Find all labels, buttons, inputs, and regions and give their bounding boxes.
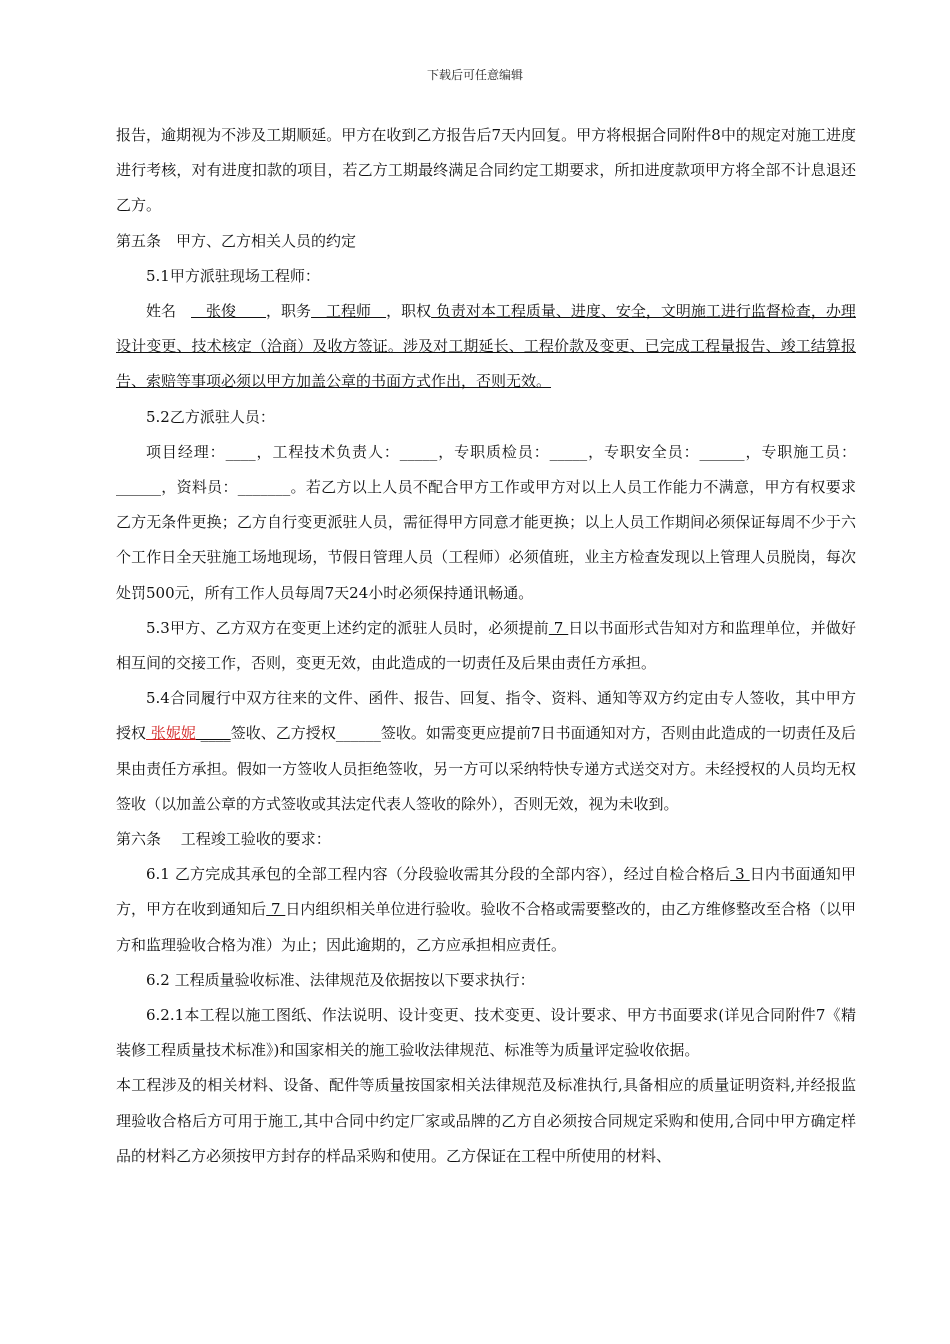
engineer-name-field: 张俊: [191, 302, 267, 321]
authority-label: ，职权: [386, 302, 432, 321]
name-label: 姓名: [146, 302, 192, 321]
acceptance-days-field: 7: [266, 900, 286, 919]
party-a-signer-blank: ____: [195, 724, 231, 743]
section-5-3-text-a: 5.3甲方、乙方双方在变更上述约定的派驻人员时，必须提前: [146, 618, 549, 637]
party-b-signer-blank: ______: [335, 724, 381, 743]
section-5-3-text-b: 日以书面形式告知对方和监理单位，并做好相互间的交接工作，否则，变更无效，由此造成的一切责任及后果由责任方承担。: [116, 618, 856, 673]
article-5-heading: 第五条 甲方、乙方相关人员的约定: [116, 231, 357, 250]
section-6-2-1-continued: 本工程涉及的相关材料、设备、配件等质量按国家相关法律规范及标准执行,具备相应的质量证明资料,并经报监理验收合格后方可用于施工,其中合同中约定厂家或品牌的乙方自必须按合同规定采购和使用,合同中甲方确定样品的材料乙方必须按甲方封存的样品采购和使用。乙方保证在工程中所使用的材料、: [116, 1076, 856, 1165]
engineer-authority-field: 负责对本工程质量、进度、安全，文明施工进行监督检查，办理设计变更、技术核定（洽商）及收方签证。涉及对工期延长、工程价款及变更、已完成工程量报告、竣工结算报告、索赔等事项必须以甲方加盖公章的书面方式作出，否则无效。: [116, 302, 856, 391]
section-6-1-text-c: 日内组织相关单位进行验收。验收不合格或需要整改的，由乙方维修整改至合格（以甲方和监理验收合格为准）为止；因此逾期的，乙方应承担相应责任。: [116, 900, 856, 954]
document-body: [116, 118, 856, 1174]
section-5-2-body: 项目经理：____，工程技术负责人：_____，专职质检员：_____，专职安全员：______，专职施工员：______，资料员：_______。若乙方以上人员不配合甲方工作或甲方对以上人员工作能力不满意，甲方有权要求乙方无条件更换；乙方自行变更派驻人员，需征得甲方同意才能更换；以上人员工作期间必须保证每周不少于六个工作日全天驻施工场地现场，节假日管理人员（工程师）必须值班，业主方检查发现以上管理人员脱岗，每次处罚500元，所有工作人员每周7天24小时必须保持通讯畅通。: [116, 442, 856, 602]
section-5-4-text-b: 签收、乙方授权: [230, 724, 336, 743]
section-6-2-1-body: 6.2.1本工程以施工图纸、作法说明、设计变更、技术变更、设计要求、甲方书面要求(详见合同附件7《精装修工程质量技术标准》)和国家相关的施工验收法律规范、标准等为质量评定验收依据。: [116, 1006, 856, 1060]
notice-days-field: 7: [548, 618, 569, 637]
section-5-1-body: [116, 294, 856, 400]
party-a-signer-field: 张妮妮: [146, 724, 196, 743]
article-6-heading: 第六条 工程竣工验收的要求：: [116, 830, 331, 849]
page-header-note: 下载后可任意编辑: [426, 68, 523, 82]
section-6-1-text-b: 日内书面通知甲方，甲方在收到通知后: [116, 865, 856, 919]
paragraph-continued: 报告，逾期视为不涉及工期顺延。甲方在收到乙方报告后7天内回复。甲方将根据合同附件8中的规定对施工进度进行考核，对有进度扣款的项目，若乙方工期最终满足合同约定工期要求，所扣进度款项甲方将全部不计息退还乙方。: [116, 126, 856, 215]
section-5-4-text-c: 签收。如需变更应提前7日书面通知对方，否则由此造成的一切责任及后果由责任方承担。假如一方签收人员拒绝签收，另一方可以采纳特快专递方式送交对方。未经授权的人员均无权签收（以加盖公章的方式签收或其法定代表人签收的除外），否则无效，视为未收到。: [116, 724, 856, 813]
self-check-days-field: 3: [730, 865, 750, 884]
position-label: ，职务: [266, 302, 312, 321]
section-5-4-body: [116, 681, 856, 822]
section-5-4-text-a: 5.4合同履行中双方往来的文件、函件、报告、回复、指令、资料、通知等双方约定由专人签收，其中甲方授权: [116, 689, 856, 743]
engineer-position-field: 工程师: [311, 302, 387, 321]
section-6-1-text-a: 6.1 乙方完成其承包的全部工程内容（分段验收需其分段的全部内容），经过自检合格后: [146, 865, 731, 884]
section-6-2-heading: 6.2 工程质量验收标准、法律规范及依据按以下要求执行：: [146, 970, 535, 989]
section-5-3-body: [116, 611, 856, 681]
section-5-1-heading: 5.1甲方派驻现场工程师：: [146, 266, 320, 285]
section-5-2-heading: 5.2乙方派驻人员：: [146, 407, 275, 426]
section-6-1-body: [116, 857, 856, 963]
